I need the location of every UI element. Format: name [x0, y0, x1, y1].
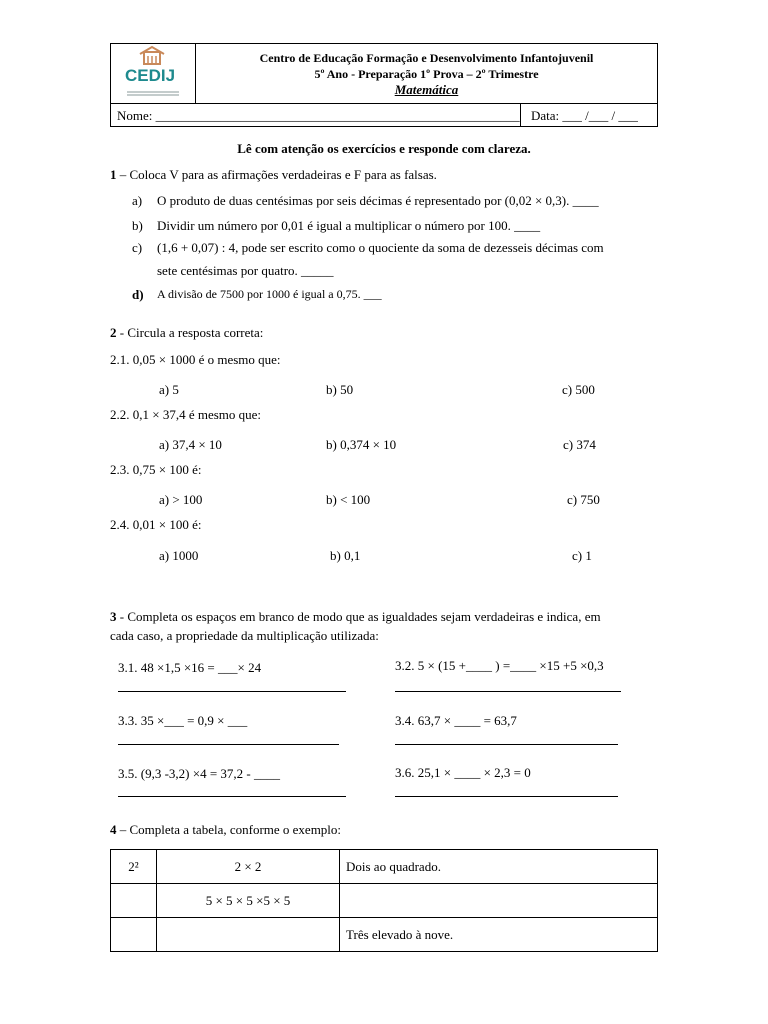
- q3-item-6: 3.6. 25,1 × ____ × 2,3 = 0: [395, 765, 531, 780]
- q2-2-option-c[interactable]: c) 374: [563, 437, 596, 452]
- q3-answer-line-5[interactable]: [118, 796, 346, 797]
- q2-1-option-c[interactable]: c) 500: [562, 382, 595, 397]
- q2-4-option-a[interactable]: a) 1000: [159, 548, 199, 563]
- q2-1-stem: 2.1. 0,05 × 1000 é o mesmo que:: [110, 352, 281, 367]
- q1-letter-d: d): [132, 287, 144, 302]
- q2-3-option-b[interactable]: b) < 100: [326, 492, 371, 507]
- q3-title: [110, 609, 601, 625]
- table-cell-words[interactable]: Três elevado à nove.: [340, 918, 658, 952]
- q1-title: [110, 167, 437, 183]
- q2-3-option-a[interactable]: a) > 100: [159, 492, 203, 507]
- q3-text-line2: cada caso, a propriedade da multiplicação utilizada:: [110, 628, 379, 643]
- q2-2-stem: 2.2. 0,1 × 37,4 é mesmo que:: [110, 407, 262, 422]
- header-row-2: [111, 103, 657, 126]
- table-row: [111, 850, 658, 884]
- q4-number: 4: [110, 822, 117, 837]
- table-row: [111, 884, 658, 918]
- q3-item-5: 3.5. (9,3 -3,2) ×4 = 37,2 - ____: [118, 766, 280, 781]
- q3-answer-line-3[interactable]: [118, 744, 339, 745]
- q2-1-option-b[interactable]: b) 50: [326, 382, 354, 397]
- date-field[interactable]: Data: ___ /___ / ___: [531, 108, 638, 123]
- header-title-cell: [196, 44, 657, 103]
- q1-item-c: (1,6 + 0,07) : 4, pode ser escrito como o quociente da soma de dezesseis décimas com: [157, 240, 604, 255]
- q3-number: 3: [110, 609, 117, 624]
- q3-item-1: 3.1. 48 ×1,5 ×16 = ___× 24: [118, 660, 262, 675]
- logo-cell: [111, 44, 196, 103]
- q2-number: 2: [110, 325, 117, 340]
- table-cell-product[interactable]: [157, 918, 340, 952]
- q3-answer-line-2[interactable]: [395, 691, 621, 692]
- subject-title: Matemática: [394, 82, 459, 97]
- q3-item-2: 3.2. 5 × (15 +____ ) =____ ×15 +5 ×0,3: [395, 658, 604, 673]
- q1-letter-c: c): [132, 240, 143, 255]
- q1-item-c-line2: sete centésimas por quatro. _____: [157, 263, 334, 278]
- q2-3-option-c[interactable]: c) 750: [567, 492, 600, 507]
- powers-table: [110, 849, 658, 952]
- q2-text: - Circula a resposta correta:: [116, 325, 264, 340]
- q1-number: 1: [110, 167, 117, 182]
- q3-text-line1: - Completa os espaços em branco de modo que as igualdades sejam verdadeiras e indica, em: [116, 609, 601, 624]
- q1-item-b: Dividir um número por 0,01 é igual a multiplicar o número por 100. ____: [157, 218, 541, 233]
- q3-answer-line-1[interactable]: [118, 691, 346, 692]
- table-cell-product[interactable]: 5 × 5 × 5 ×5 × 5: [157, 884, 340, 918]
- table-cell-power[interactable]: 2²: [111, 850, 157, 884]
- table-cell-power[interactable]: [111, 884, 157, 918]
- table-row: [111, 918, 658, 952]
- q4-text: – Completa a tabela, conforme o exemplo:: [116, 822, 342, 837]
- q4-title: [110, 822, 341, 838]
- q1-item-a: O produto de duas centésimas por seis décimas é representado por (0,02 × 0,3). ____: [157, 193, 599, 208]
- q2-title: [110, 325, 263, 341]
- q3-answer-line-4[interactable]: [395, 744, 618, 745]
- q3-item-3: 3.3. 35 ×___ = 0,9 × ___: [118, 713, 248, 728]
- q1-text: – Coloca V para as afirmações verdadeiras e F para as falsas.: [116, 167, 437, 182]
- q1-letter-a: a): [132, 193, 143, 208]
- q1-letter-b: b): [132, 218, 143, 233]
- q3-item-4: 3.4. 63,7 × ____ = 63,7: [395, 713, 517, 728]
- q2-3-stem: 2.3. 0,75 × 100 é:: [110, 462, 202, 477]
- table-cell-power[interactable]: [111, 918, 157, 952]
- q1-item-d: A divisão de 7500 por 1000 é igual a 0,75. ___: [157, 287, 382, 301]
- instruction: Lê com atenção os exercícios e responde com clareza.: [237, 141, 531, 156]
- q2-1-option-a[interactable]: a) 5: [159, 382, 179, 397]
- q2-2-option-b[interactable]: b) 0,374 × 10: [326, 437, 397, 452]
- q2-4-option-c[interactable]: c) 1: [572, 548, 592, 563]
- table-cell-product[interactable]: 2 × 2: [157, 850, 340, 884]
- header-box: [110, 43, 658, 127]
- logo-text: CEDIJ: [125, 66, 176, 85]
- grade-line: 5º Ano - Preparação 1º Prova – 2º Trimestre: [314, 67, 539, 81]
- q2-4-option-b[interactable]: b) 0,1: [330, 548, 361, 563]
- table-cell-words[interactable]: Dois ao quadrado.: [340, 850, 658, 884]
- q2-4-stem: 2.4. 0,01 × 100 é:: [110, 517, 202, 532]
- name-field[interactable]: Nome: ________________________________________________________: [111, 104, 521, 126]
- table-cell-words[interactable]: [340, 884, 658, 918]
- q3-answer-line-6[interactable]: [395, 796, 618, 797]
- q2-2-option-a[interactable]: a) 37,4 × 10: [159, 437, 222, 452]
- institution-name: Centro de Educação Formação e Desenvolvimento Infantojuvenil: [259, 51, 594, 65]
